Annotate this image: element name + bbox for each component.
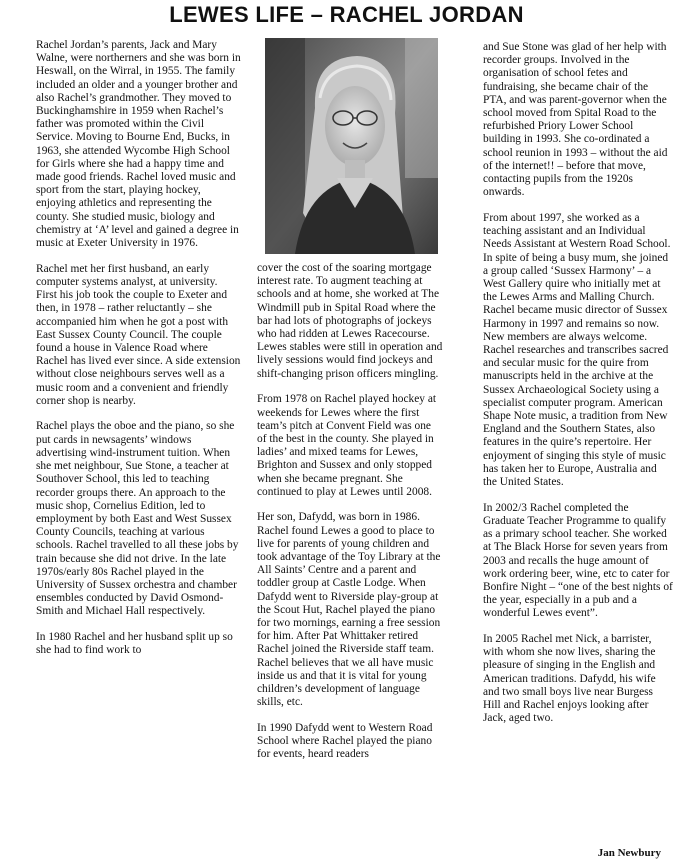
paragraph: Rachel met her first husband, an early computer systems analyst, at university. First his job took the couple to Exeter and then, in 1978 – rather reluctantly – she accompanied him when he got a post with East Sussex County Council. The couple found a house in Valence Road where Rachel has lived ever since. A side extension without close neighbours serves well as a music room and a convenient and friendly corner shop is nearby.: [36, 262, 241, 407]
page-title: LEWES LIFE – RACHEL JORDAN: [169, 2, 524, 27]
article-column-3: [483, 41, 673, 738]
portrait-photo: [265, 38, 438, 254]
paragraph: From 1978 on Rachel played hockey at weekends for Lewes where the first team’s pitch at Convent Field was one of the best in the county. She played in ladies’ and mixed teams for Lewes, Brighton and Sussex and only stopped when she became pregnant. She continued to play at Lewes until 2008.: [257, 393, 437, 498]
paragraph: From about 1997, she worked as a teaching assistant and an Individual Needs Assistant at Western Road School. In spite of being a busy mum, she joined a group called ‘Sussex Harmony’ – a West Gallery quire who initially met at the Lewes Arms and Malling Church. Rachel became music director of Sussex Harmony in 1997 and remains so now. New members are always welcome. Rachel researches and transcribes sacred and secular music for the quire from manuscripts held in the archive at the Sussex Archaeological Society using a specialist computer program. American Shape Note music, a tradition from New England and the Southern States, also features in the quire’s repertoire. Her enjoyment of singing this style of music has taken her to Europe, Australia and the United States.: [483, 211, 671, 488]
paragraph: In 2005 Rachel met Nick, a barrister, with whom she now lives, sharing the pleasure of singing in the English and American traditions. Dafydd, his wife and two small boys live near Burgess Hill and Rachel enjoys looking after Jack, aged two.: [483, 633, 656, 725]
paragraph: In 2002/3 Rachel completed the Graduate Teacher Programme to qualify as a primary school teacher. She worked at The Black Horse for seven years from 2003 and recalls the huge amount of work ordering beer, wine, etc to cater for Bonfire Night – “one of the best nights of the year, especially in a pub and a wonderful Lewes event”.: [483, 501, 673, 620]
article-column-2: [257, 262, 443, 774]
paragraph: and Sue Stone was glad of her help with recorder groups. Involved in the organisation of school fetes and fundraising, she became chair of the PTA, and was parent-governor when the school moved from Spital Road to the refurbished Priory Lower School building in 1993. She co-ordinated a school reunion in 1993 – without the aid of the internet!! – before that move, contacting pupils from the 1920s onwards.: [483, 41, 668, 199]
author-byline: Jan Newbury: [597, 847, 661, 859]
article-column-1: [36, 39, 241, 670]
paragraph: Her son, Dafydd, was born in 1986. Rachel found Lewes a good to place to live for parents of young children and took advantage of the Toy Library at the All Saints’ Centre and a parent and toddler group at Castle Lodge. When Dafydd went to Riverside play-group at the Scout Hut, Rachel played the piano for two mornings, earning a free session for him. After Pat Whittaker retired Rachel joined the Riverside staff team. Rachel believes that we all have music inside us and that it is vital for young children’s development of language skills, etc.: [257, 511, 441, 709]
paragraph: Rachel Jordan’s parents, Jack and Mary Walne, were northerners and she was born in Heswall, on the Wirral, in 1955. The family included an older and a younger brother and also Rachel’s grandmother. They moved to Buckinghamshire in 1959 when Rachel’s father was promoted within the Civil Service. Moving to Bourne End, Bucks, in 1963, she attended Wycombe High School for Girls where she had a happy time and made good friends. Rachel loved music and sport from the start, playing hockey, enjoying athletics and representing the county. She studied music, biology and chemistry at ‘A’ level and gained a degree in music at Exeter University in 1976.: [36, 39, 241, 250]
paragraph: Rachel plays the oboe and the piano, so she put cards in newsagents’ windows advertising wind-instrument tuition. When she met neighbour, Sue Stone, a teacher at Southover School, this led to teaching recorder groups there. An approach to the music shop, Cornelius Edition, led to employment by both East and West Sussex County Councils, teaching at various schools. Rachel travelled to all these jobs by train because she did not drive. In the late 1970s/early 80s Rachel played in the University of Sussex orchestra and chamber ensembles conducted by David Osmond-Smith and Michael Hall respectively.: [36, 420, 239, 618]
paragraph: In 1990 Dafydd went to Western Road School where Rachel played the piano for events, heard readers: [257, 722, 433, 761]
paragraph: cover the cost of the soaring mortgage interest rate. To augment teaching at schools and at home, she worked at The Windmill pub in Spital Road where the bar had lots of photographs of jockeys who had ridden at Lewes Racecourse. Lewes stables were still in operation and lively sessions would find jockeys and shift-changing prison officers mingling.: [257, 262, 443, 380]
paragraph: In 1980 Rachel and her husband split up so she had to find work to: [36, 631, 233, 657]
